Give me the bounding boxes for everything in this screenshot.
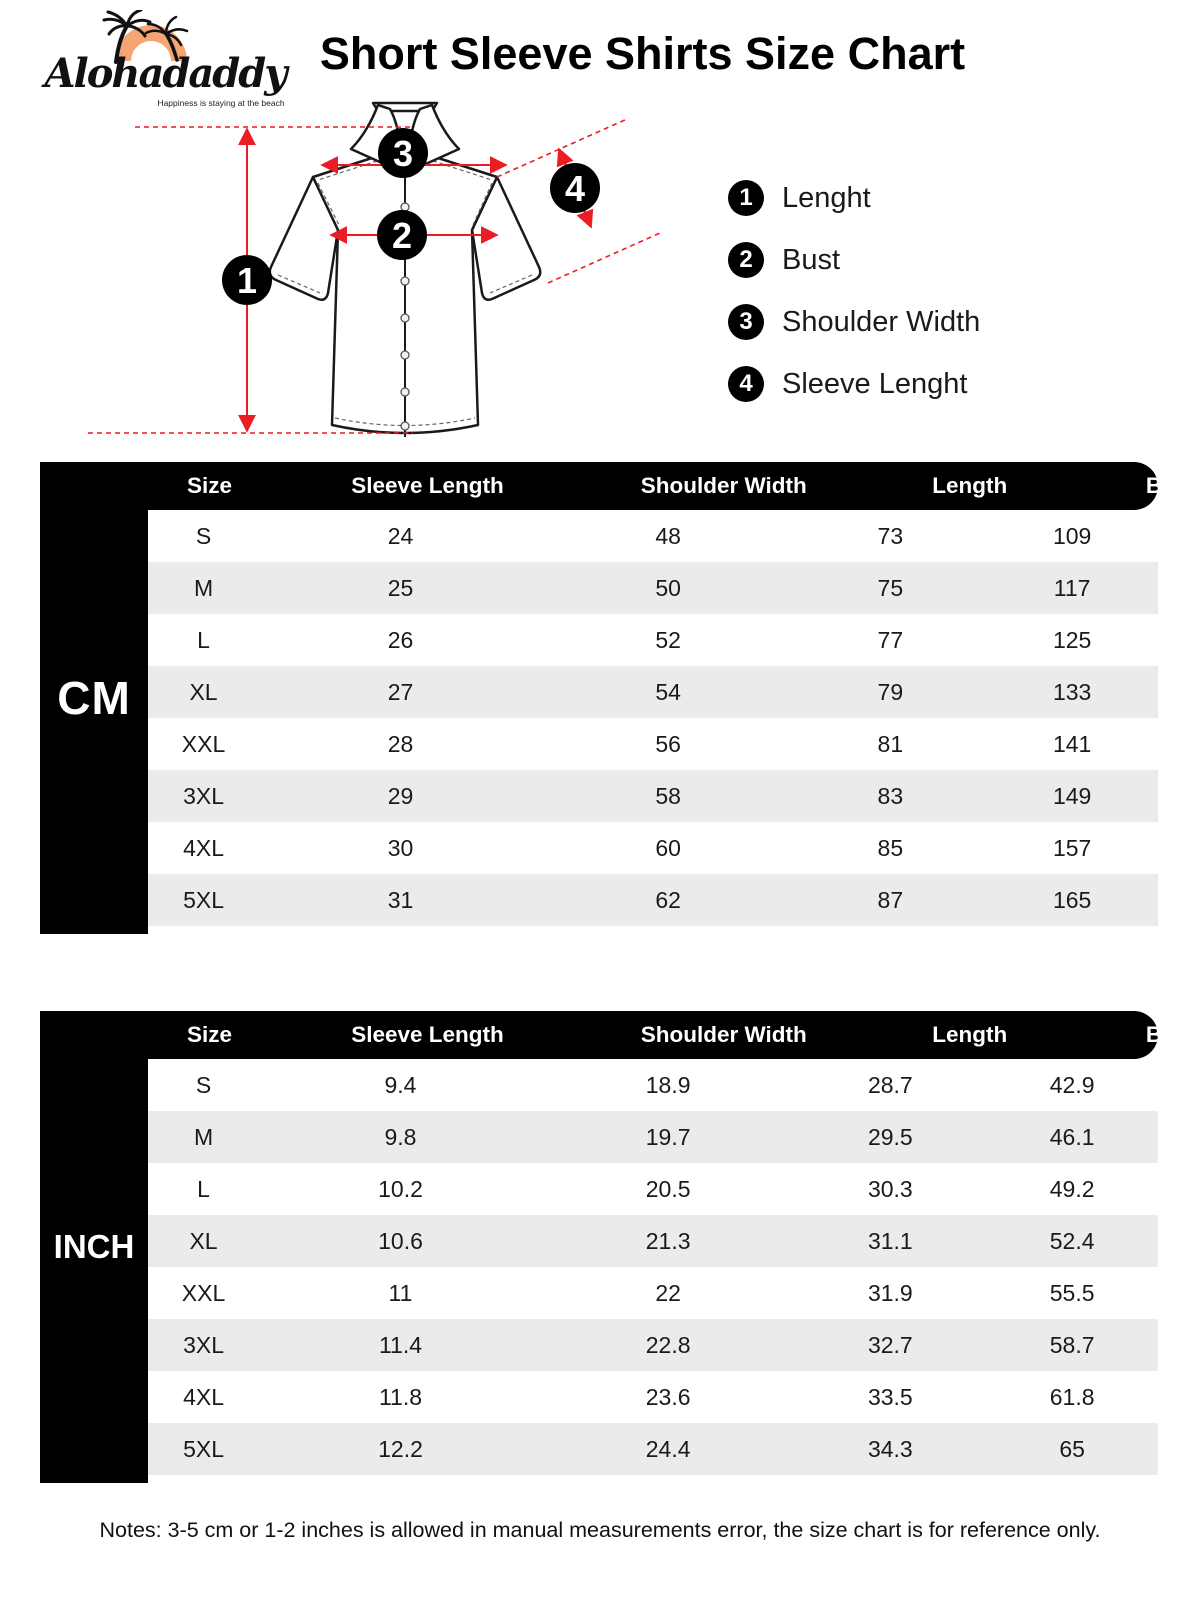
legend-label: Shoulder Width: [782, 305, 981, 338]
value-cell: 61.8: [1049, 1383, 1095, 1410]
size-cell: 5XL: [183, 1435, 225, 1462]
size-cell: 3XL: [183, 782, 225, 809]
table-header: [40, 1011, 1196, 1059]
value-cell: 85: [877, 834, 904, 861]
value-cell: 60: [655, 834, 681, 861]
value-cell: 30: [387, 834, 414, 861]
table-row: [148, 1059, 1158, 1111]
value-cell: 56: [655, 730, 681, 757]
value-cell: 133: [1052, 678, 1092, 705]
value-cell: 77: [877, 626, 904, 653]
table-row: [148, 1319, 1158, 1371]
value-cell: 109: [1052, 522, 1092, 549]
legend-label: Bust: [782, 243, 841, 276]
value-cell: 73: [877, 522, 904, 549]
brand-tagline: Happiness is staying at the beach: [157, 98, 285, 108]
value-cell: 24: [387, 522, 414, 549]
value-cell: 34.3: [867, 1435, 913, 1462]
unit-label-inch: INCH: [40, 1011, 148, 1483]
badge-4: 4: [564, 168, 586, 209]
table-row: [148, 1267, 1158, 1319]
legend-badge-2: 2: [728, 242, 764, 278]
table-row: [148, 822, 1158, 874]
badge-3: 3: [392, 133, 414, 174]
col-header-shoulder-width: Shoulder Width: [640, 473, 807, 498]
size-cell: 4XL: [183, 1383, 225, 1410]
size-cell: L: [197, 1175, 210, 1202]
value-cell: 30.3: [867, 1175, 913, 1202]
value-cell: 19.7: [645, 1123, 691, 1150]
table-body-cm: [148, 510, 1158, 926]
size-cell: XL: [189, 1227, 218, 1254]
value-cell: 23.6: [645, 1383, 691, 1410]
value-cell: 65: [1059, 1435, 1085, 1462]
col-header-size: Size: [186, 1022, 232, 1047]
badge-2: 2: [391, 215, 413, 256]
value-cell: 12.2: [378, 1435, 423, 1462]
table-row: [148, 1111, 1158, 1163]
table-row: [148, 874, 1158, 926]
size-cell: 5XL: [183, 886, 225, 913]
col-header-sleeve-length: Sleeve Length: [351, 1022, 504, 1047]
size-cell: 3XL: [183, 1331, 225, 1358]
value-cell: 75: [877, 574, 904, 601]
value-cell: 11.8: [378, 1383, 423, 1410]
col-header-length: Length: [932, 1022, 1008, 1047]
value-cell: 117: [1053, 574, 1091, 601]
size-cell: L: [197, 626, 210, 653]
value-cell: 9.8: [384, 1123, 417, 1150]
legend-item-shoulder-width: [728, 304, 980, 340]
col-header-size: Size: [186, 473, 232, 498]
value-cell: 31: [387, 886, 414, 913]
size-cell: XL: [189, 678, 218, 705]
value-cell: 26: [387, 626, 414, 653]
table-row: [148, 562, 1158, 614]
size-cell: XXL: [181, 730, 226, 757]
size-cell: 4XL: [183, 834, 225, 861]
value-cell: 27: [387, 678, 414, 705]
col-header-sleeve-length: Sleeve Length: [351, 473, 504, 498]
value-cell: 24.4: [645, 1435, 691, 1462]
value-cell: 52.4: [1049, 1227, 1095, 1254]
value-cell: 54: [655, 678, 681, 705]
value-cell: 31.9: [867, 1279, 913, 1306]
value-cell: 9.4: [384, 1071, 417, 1098]
value-cell: 32.7: [867, 1331, 913, 1358]
value-cell: 22: [655, 1279, 681, 1306]
legend-label: Sleeve Lenght: [782, 367, 968, 400]
brand-name: Alohadaddy: [44, 50, 286, 97]
size-table-cm: [40, 462, 1196, 934]
value-cell: 58.7: [1049, 1331, 1095, 1358]
value-cell: 10.6: [378, 1227, 423, 1254]
col-header-bust: Bust: [1145, 1022, 1196, 1047]
value-cell: 21.3: [645, 1227, 691, 1254]
table-row: [148, 1423, 1158, 1475]
value-cell: 83: [877, 782, 904, 809]
legend-badge-3: 3: [728, 304, 764, 340]
value-cell: 49.2: [1049, 1175, 1095, 1202]
table-row: [148, 1163, 1158, 1215]
table-row: [148, 1215, 1158, 1267]
legend-item-length: [728, 180, 980, 216]
value-cell: 50: [655, 574, 681, 601]
table-header: [40, 462, 1196, 510]
value-cell: 25: [387, 574, 414, 601]
size-cell: S: [195, 522, 212, 549]
legend-badge-1: 1: [728, 180, 764, 216]
col-header-length: Length: [932, 473, 1008, 498]
value-cell: 62: [655, 886, 681, 913]
value-cell: 141: [1052, 730, 1092, 757]
shirt-measure-diagram: [80, 95, 700, 455]
value-cell: 46.1: [1049, 1123, 1095, 1150]
value-cell: 79: [877, 678, 904, 705]
value-cell: 125: [1052, 626, 1092, 653]
col-header-bust: Bust: [1145, 473, 1196, 498]
value-cell: 55.5: [1049, 1279, 1095, 1306]
value-cell: 28.7: [867, 1071, 913, 1098]
table-row: [148, 770, 1158, 822]
legend-badge-4: 4: [728, 366, 764, 402]
size-cell: M: [193, 1123, 214, 1150]
value-cell: 11.4: [378, 1331, 423, 1358]
size-table-inch: [40, 1011, 1196, 1483]
col-header-shoulder-width: Shoulder Width: [640, 1022, 807, 1047]
value-cell: 29: [387, 782, 414, 809]
value-cell: 29.5: [867, 1123, 913, 1150]
value-cell: 42.9: [1049, 1071, 1095, 1098]
value-cell: 18.9: [645, 1071, 691, 1098]
value-cell: 31.1: [867, 1227, 913, 1254]
table-row: [148, 510, 1158, 562]
size-cell: M: [193, 574, 214, 601]
value-cell: 165: [1052, 886, 1092, 913]
value-cell: 149: [1052, 782, 1092, 809]
legend-item-sleeve-length: [728, 366, 980, 402]
value-cell: 58: [655, 782, 681, 809]
value-cell: 87: [877, 886, 904, 913]
value-cell: 81: [877, 730, 904, 757]
badge-1: 1: [236, 260, 258, 301]
legend-label: Lenght: [782, 181, 871, 214]
size-cell: XXL: [181, 1279, 226, 1306]
measure-legend: [728, 180, 980, 402]
table-row: [148, 718, 1158, 770]
value-cell: 11: [388, 1279, 413, 1306]
value-cell: 28: [387, 730, 414, 757]
page-title: Short Sleeve Shirts Size Chart: [319, 28, 966, 79]
value-cell: 157: [1052, 834, 1092, 861]
value-cell: 52: [655, 626, 681, 653]
value-cell: 33.5: [867, 1383, 913, 1410]
size-cell: S: [195, 1071, 212, 1098]
unit-label-cm: CM: [40, 462, 148, 934]
notes-text: Notes: 3-5 cm or 1-2 inches is allowed in manual measurements error, the size chart is for reference only.: [99, 1518, 1101, 1542]
table-body-inch: [148, 1059, 1158, 1475]
table-row: [148, 614, 1158, 666]
value-cell: 20.5: [645, 1175, 691, 1202]
value-cell: 22.8: [645, 1331, 691, 1358]
value-cell: 48: [655, 522, 681, 549]
legend-item-bust: [728, 242, 980, 278]
value-cell: 10.2: [378, 1175, 423, 1202]
table-row: [148, 666, 1158, 718]
table-row: [148, 1371, 1158, 1423]
